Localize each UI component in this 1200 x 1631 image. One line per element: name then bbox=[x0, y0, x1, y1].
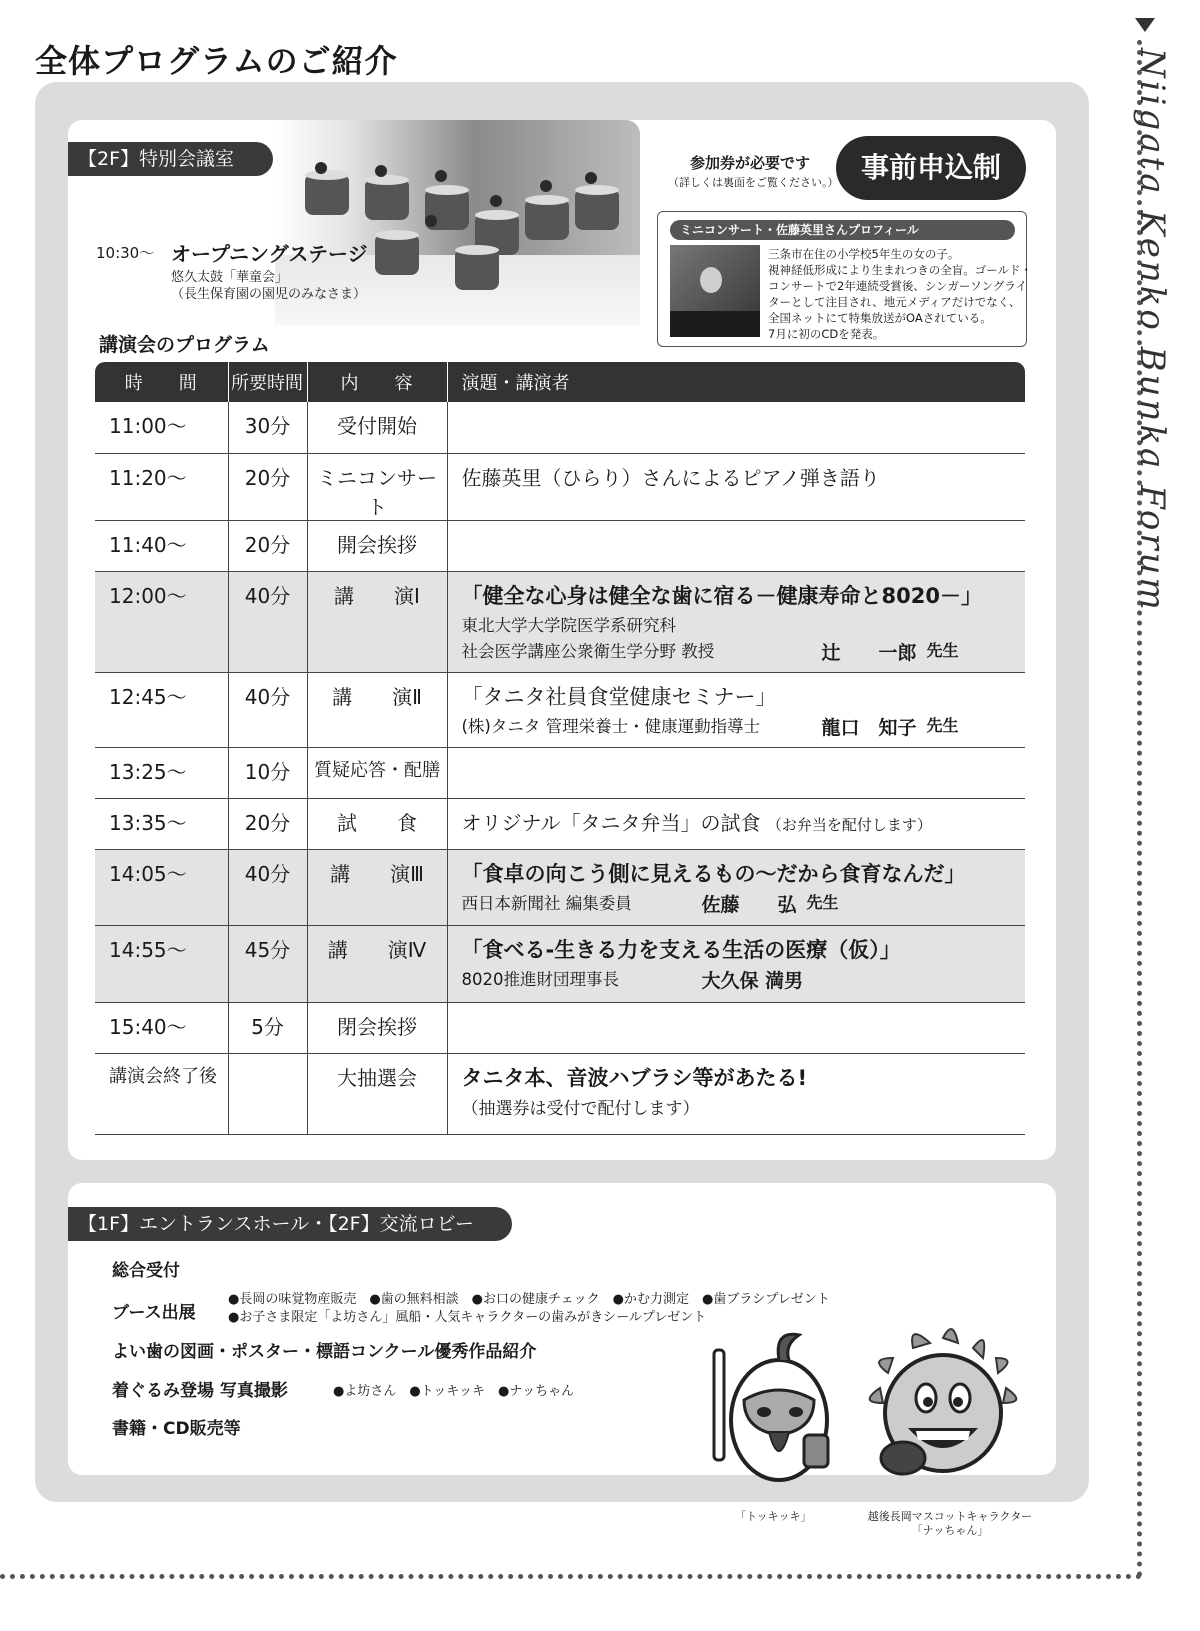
room-tag-2f: 【2F】特別会議室 bbox=[68, 142, 273, 176]
ticket-note: 参加券が必要です bbox=[690, 154, 811, 172]
speaker-honorific: 先生 bbox=[806, 892, 839, 912]
ticket-subnote: （詳しくは裏面をご覧ください。） bbox=[668, 176, 839, 189]
row-title bbox=[447, 747, 1025, 798]
opening-performer: 悠久太鼓「華童会」 bbox=[171, 270, 289, 285]
row-time: 12:00〜 bbox=[95, 571, 228, 672]
pianist-photo bbox=[670, 245, 760, 337]
row-duration: 5分 bbox=[228, 1002, 307, 1053]
contest-label: よい歯の図画・ポスター・標語コンクール優秀作品紹介 bbox=[112, 1342, 537, 1362]
row-content: 講 演Ⅰ bbox=[307, 571, 447, 672]
room-tag-1f: 【1F】エントランスホール・【2F】交流ロビー bbox=[68, 1207, 512, 1241]
program-table bbox=[95, 362, 1025, 1135]
row-duration: 10分 bbox=[228, 747, 307, 798]
natchan-mascot-illustration bbox=[858, 1318, 1028, 1493]
lecture-title: 「健全な心身は健全な歯に宿る－健康寿命と8020－」 bbox=[461, 583, 982, 608]
row-time: 11:20〜 bbox=[95, 453, 228, 520]
row-title bbox=[447, 402, 1025, 453]
lunch-note: （お弁当を配付します） bbox=[766, 815, 932, 834]
mascot-photo-label: 着ぐるみ登場 写真撮影 bbox=[112, 1381, 288, 1401]
lecture-title: オリジナル「タニタ弁当」の試食 bbox=[461, 810, 761, 835]
table-header-row bbox=[95, 362, 1025, 402]
header-duration: 所要時間 bbox=[228, 362, 307, 402]
table-row bbox=[95, 520, 1025, 571]
row-time: 14:05〜 bbox=[95, 849, 228, 925]
row-title bbox=[447, 571, 1025, 672]
row-duration: 20分 bbox=[228, 453, 307, 520]
row-title bbox=[447, 520, 1025, 571]
table-row bbox=[95, 453, 1025, 520]
row-time: 講演会終了後 bbox=[95, 1053, 228, 1134]
speaker-name: 龍口 知子 bbox=[821, 716, 917, 739]
lottery-note: （抽選券は受付で配付します） bbox=[461, 1098, 700, 1119]
row-content: 開会挨拶 bbox=[307, 520, 447, 571]
row-duration: 40分 bbox=[228, 571, 307, 672]
row-time: 11:00〜 bbox=[95, 402, 228, 453]
row-time: 12:45〜 bbox=[95, 672, 228, 747]
table-row bbox=[95, 798, 1025, 849]
row-duration: 20分 bbox=[228, 520, 307, 571]
speaker-honorific: 先生 bbox=[926, 715, 959, 735]
speaker-honorific: 先生 bbox=[926, 640, 959, 660]
row-time: 14:55〜 bbox=[95, 925, 228, 1002]
speaker-affiliation: 8020推進財団理事長 bbox=[461, 969, 619, 989]
speaker-name: 大久保 満男 bbox=[701, 969, 804, 992]
row-content: 試 食 bbox=[307, 798, 447, 849]
profile-text: 三条市在住の小学校5年生の女の子。 視神経低形成により生まれつきの全盲。ゴールド・ コンサートで2年連続受賞後、シンガーソングライ ターとして注目され、地元メディアだけでなく、 全国ネットにて特集放送がOAされている。 7月に初のCDを発表。 bbox=[768, 247, 1033, 341]
row-title bbox=[447, 1002, 1025, 1053]
lecture-title: 「食卓の向こう側に見えるもの〜だから食育なんだ」 bbox=[461, 861, 966, 886]
mascot-list: ●よ坊さん ●トッキッキ ●ナッちゃん bbox=[333, 1384, 575, 1399]
natchan-label-line2: 「ナッちゃん」 bbox=[911, 1524, 989, 1537]
row-time: 13:35〜 bbox=[95, 798, 228, 849]
profile-title: ミニコンサート・佐藤英里さんプロフィール bbox=[670, 220, 1015, 240]
row-duration: 40分 bbox=[228, 849, 307, 925]
down-triangle-icon bbox=[1135, 18, 1155, 32]
table-row bbox=[95, 672, 1025, 747]
row-content: 質疑応答・配膳 bbox=[307, 747, 447, 798]
booth-line-1: ●長岡の味覚物産販売 ●歯の無料相談 ●お口の健康チェック ●かむ力測定 ●歯ブラシプレゼント bbox=[228, 1292, 830, 1307]
row-time: 11:40〜 bbox=[95, 520, 228, 571]
row-time: 15:40〜 bbox=[95, 1002, 228, 1053]
row-duration: 45分 bbox=[228, 925, 307, 1002]
row-content: 閉会挨拶 bbox=[307, 1002, 447, 1053]
row-title: 佐藤英里（ひらり）さんによるピアノ弾き語り bbox=[447, 453, 1025, 520]
opening-time: 10:30〜 bbox=[96, 244, 155, 262]
speaker-name: 佐藤 弘 bbox=[701, 893, 797, 916]
books-label: 書籍・CD販売等 bbox=[112, 1419, 241, 1439]
row-title bbox=[447, 1053, 1025, 1134]
side-forum-title: Niigata Kenko Bunka Forum bbox=[1132, 48, 1172, 613]
table-row bbox=[95, 747, 1025, 798]
table-row bbox=[95, 1053, 1025, 1134]
row-content: ミニコンサート bbox=[307, 453, 447, 520]
lecture-title: 「食べる-生きる力を支える生活の医療（仮）」 bbox=[461, 937, 901, 962]
page-title: 全体プログラムのご紹介 bbox=[35, 42, 398, 80]
table-row bbox=[95, 925, 1025, 1002]
header-title: 演題・講演者 bbox=[447, 362, 1025, 402]
speaker-title: 社会医学講座公衆衛生学分野 教授 bbox=[461, 641, 715, 661]
speaker-name: 辻 一郎 bbox=[821, 641, 917, 664]
speaker-affiliation: 東北大学大学院医学系研究科 bbox=[461, 615, 676, 635]
row-content: 講 演Ⅲ bbox=[307, 849, 447, 925]
opening-performer-note: （長生保育園の園児のみなさま） bbox=[171, 287, 367, 302]
row-time: 13:25〜 bbox=[95, 747, 228, 798]
table-row bbox=[95, 849, 1025, 925]
row-duration: 30分 bbox=[228, 402, 307, 453]
table-row bbox=[95, 402, 1025, 453]
lottery-title: タニタ本、音波ハブラシ等があたる! bbox=[461, 1065, 808, 1090]
row-content: 受付開始 bbox=[307, 402, 447, 453]
lecture-heading: 講演会のプログラム bbox=[99, 334, 270, 356]
dotted-border-horizontal bbox=[0, 1574, 1142, 1579]
header-content: 内 容 bbox=[307, 362, 447, 402]
row-duration: 40分 bbox=[228, 672, 307, 747]
row-duration bbox=[228, 1053, 307, 1134]
row-content: 講 演Ⅱ bbox=[307, 672, 447, 747]
tokkikki-mascot-illustration bbox=[704, 1320, 839, 1495]
row-title bbox=[447, 925, 1025, 1002]
row-content: 大抽選会 bbox=[307, 1053, 447, 1134]
lecture-title: 「タニタ社員食堂健康セミナー」 bbox=[461, 684, 777, 709]
row-title bbox=[447, 672, 1025, 747]
row-content: 講 演Ⅳ bbox=[307, 925, 447, 1002]
table-row bbox=[95, 571, 1025, 672]
speaker-affiliation: 西日本新聞社 編集委員 bbox=[461, 893, 632, 913]
header-time: 時 間 bbox=[95, 362, 228, 402]
row-title bbox=[447, 849, 1025, 925]
row-duration: 20分 bbox=[228, 798, 307, 849]
pre-registration-badge: 事前申込制 bbox=[836, 136, 1026, 200]
reception-label: 総合受付 bbox=[112, 1261, 180, 1281]
booth-label: ブース出展 bbox=[112, 1303, 196, 1323]
speaker-affiliation: (株)タニタ 管理栄養士・健康運動指導士 bbox=[461, 716, 761, 736]
row-title bbox=[447, 798, 1025, 849]
tokkikki-label: 「トッキッキ」 bbox=[735, 1510, 812, 1523]
table-row bbox=[95, 1002, 1025, 1053]
opening-title: オープニングステージ bbox=[171, 242, 368, 266]
natchan-label-line1: 越後長岡マスコットキャラクター bbox=[867, 1510, 1033, 1523]
booth-line-2: ●お子さま限定「よ坊さん」風船・人気キャラクターの歯みがきシールプレゼント bbox=[228, 1310, 707, 1325]
